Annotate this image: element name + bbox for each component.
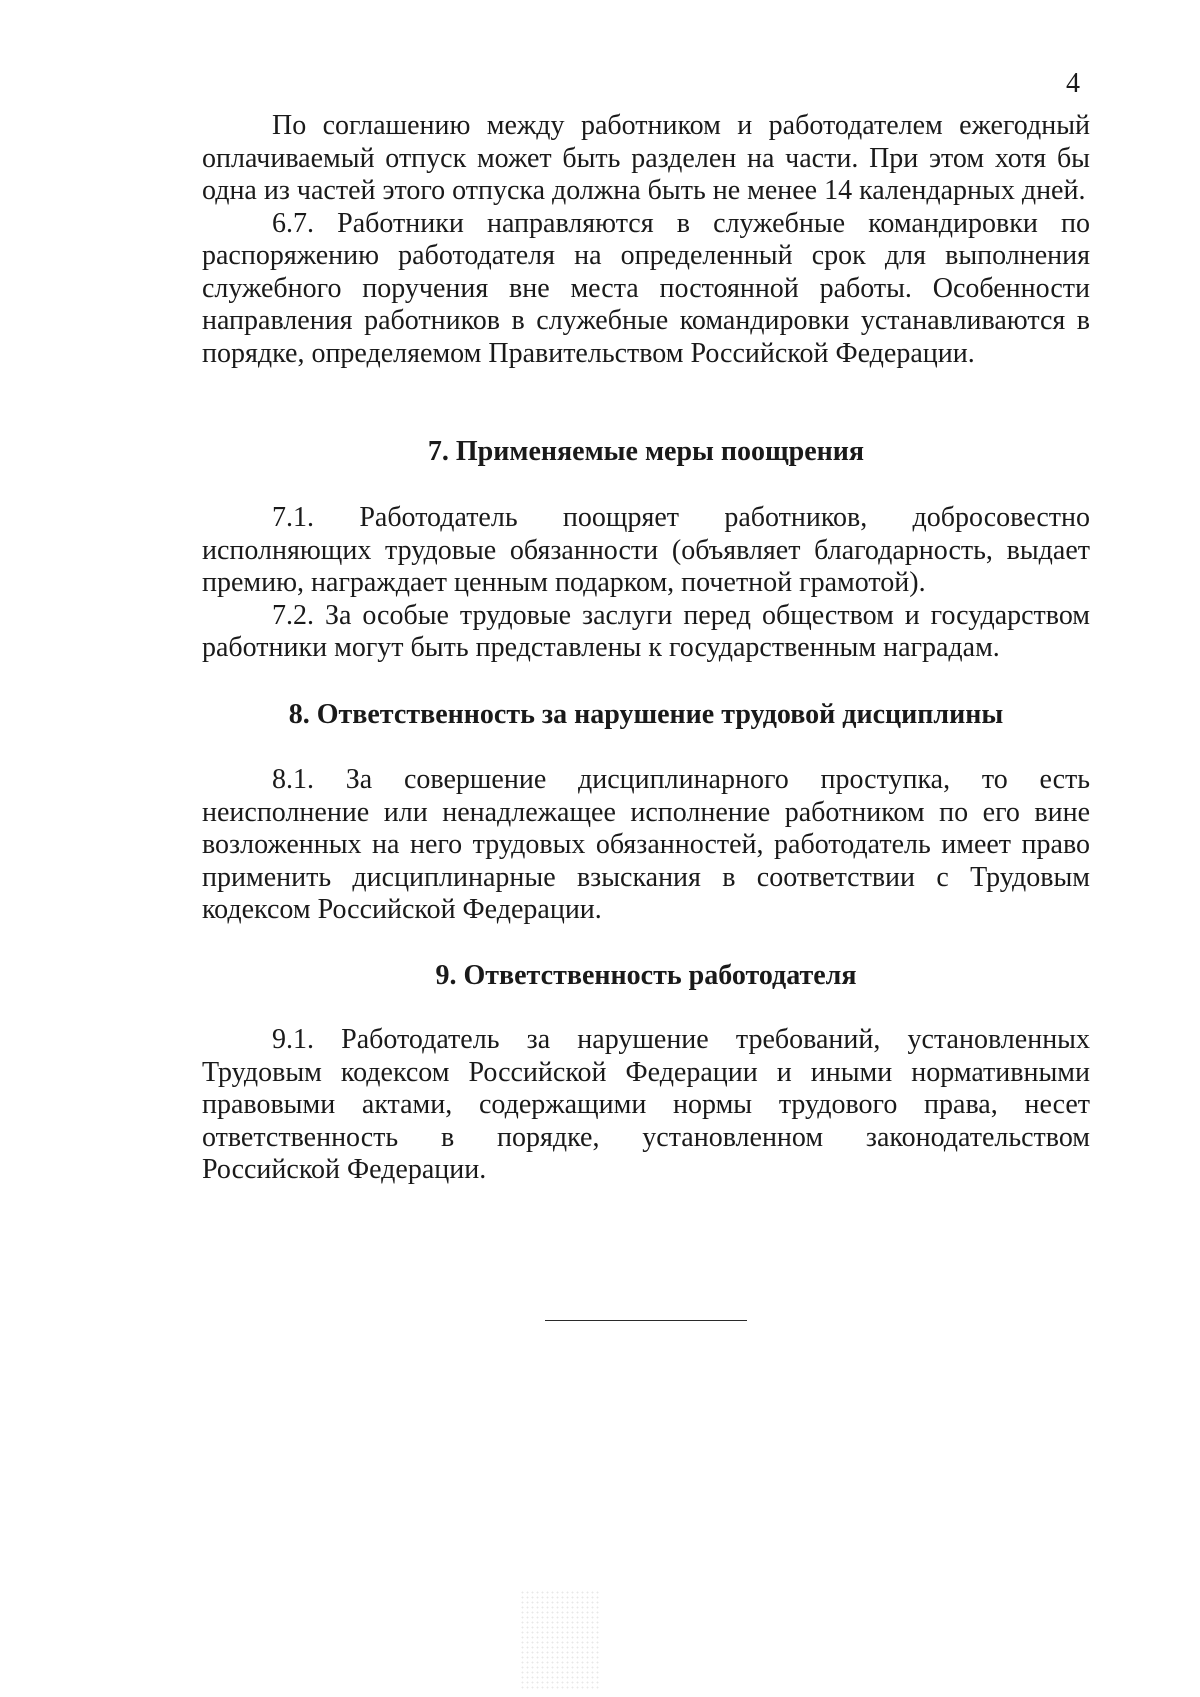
section-7-heading: 7. Применяемые меры поощрения <box>427 436 865 467</box>
paragraph-7-1: 7.1. Работодатель поощряет работников, добросовестно исполняющих трудовые обязанности (объявляет благодарность, выдает премию, награждает ценным подарком, почетной грамотой). <box>202 502 1090 598</box>
faint-stamp-mark <box>520 1590 600 1690</box>
paragraph-9-1: 9.1. Работодатель за нарушение требований, установленных Трудовым кодексом Российской Федерации и иными нормативными правовыми актами, содержащими нормы трудового права, несет ответственность в порядке, установленном законодательством Российской Федерации. <box>202 1024 1090 1185</box>
section-7-body <box>202 502 1090 665</box>
section-8-body <box>202 764 1090 927</box>
paragraph-vacation-split: По соглашению между работником и работодателем ежегодный оплачиваемый отпуск может быть разделен на части. При этом хотя бы одна из частей этого отпуска должна быть не менее 14 календарных дней. <box>202 110 1090 206</box>
section-9-heading: 9. Ответственность работодателя <box>435 960 857 991</box>
section-9-body <box>202 1024 1090 1187</box>
page-number: 4 <box>1066 68 1080 99</box>
end-of-document-rule <box>545 1320 747 1321</box>
paragraph-7-2: 7.2. За особые трудовые заслуги перед обществом и государством работники могут быть представлены к государственным наградам. <box>202 599 1090 663</box>
intro-text <box>202 110 1090 370</box>
paragraph-8-1: 8.1. За совершение дисциплинарного проступка, то есть неисполнение или ненадлежащее исполнение работником по его вине возложенных на него трудовых обязанностей, работодатель имеет право применить дисциплинарные взыскания в соответствии с Трудовым кодексом Российской Федерации. <box>202 764 1090 925</box>
paragraph-6-7: 6.7. Работники направляются в служебные командировки по распоряжению работодателя на определенный срок для выполнения служебного поручения вне места постоянной работы. Особенности направления работников в служебные командировки устанавливаются в порядке, определяемом Правительством Российской Федерации. <box>202 207 1090 369</box>
section-8-heading: 8. Ответственность за нарушение трудовой дисциплины <box>288 699 1004 730</box>
